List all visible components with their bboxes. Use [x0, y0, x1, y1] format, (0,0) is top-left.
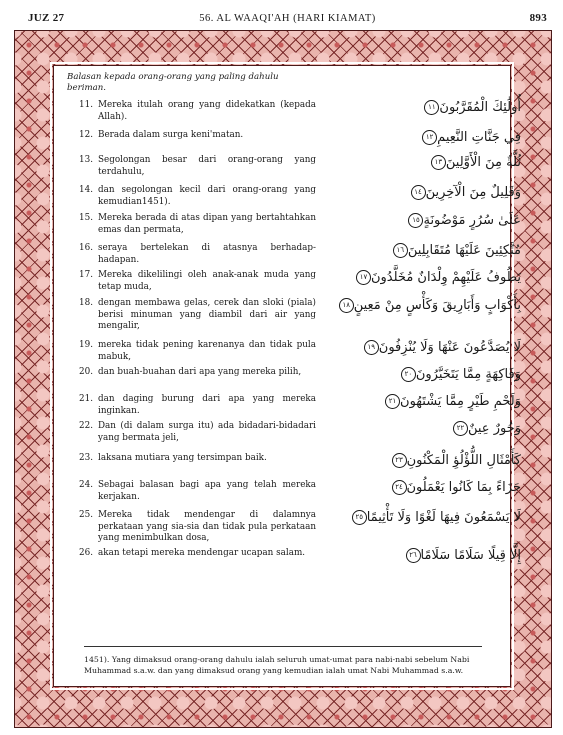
ayah-number-marker: ٢٢: [453, 421, 468, 436]
arabic-text: إِلَّا قِيلًا سَلَامًا سَلَامًا: [420, 548, 521, 563]
ayah-number-marker: ٢٣: [392, 453, 407, 468]
verse-arabic: [327, 510, 521, 526]
verse-translation: Dan (di dalam surga itu) ada bidadari-bidadari yang bermata jeli,: [98, 421, 316, 443]
arabic-text: وَقَلِيلٌ مِنَ الْآخِرِينَ: [425, 185, 521, 200]
verse-number: 15.: [79, 213, 93, 223]
arabic-text: مُتَّكِئِينَ عَلَيْهَا مُتَقَابِلِينَ: [407, 243, 521, 258]
verse-translation: Segolongan besar dari orang-orang yang terdahulu,: [98, 155, 316, 177]
ayah-number-marker: ١١: [424, 100, 439, 115]
verse-translation: Mereka dikelilingi oleh anak-anak muda yang tetap muda,: [98, 270, 316, 292]
verse-arabic: [327, 243, 521, 259]
arabic-text: بِأَكْوَابٍ وَأَبَارِيقَ وَكَأْسٍ مِنْ مَعِينٍ: [353, 298, 521, 313]
verse-number: 12.: [79, 130, 93, 140]
verse-number: 14.: [79, 185, 93, 195]
arabic-text: لَا يُصَدَّعُونَ عَنْهَا وَلَا يُنْزِفُونَ: [378, 340, 521, 355]
verse-arabic: [327, 298, 521, 314]
verse-translation: dan daging burung dari apa yang mereka inginkan.: [98, 394, 316, 416]
ayah-number-marker: ٢٦: [406, 548, 421, 563]
verse-translation: Berada dalam surga keni'matan.: [98, 130, 244, 140]
verse-number: 22.: [79, 421, 93, 431]
arabic-text: فِي جَنَّاتِ النَّعِيمِ: [437, 130, 521, 145]
arabic-text: كَأَمْثَالِ اللُّؤْلُؤِ الْمَكْنُونِ: [406, 453, 521, 468]
verse-number: 20.: [79, 367, 93, 377]
ayah-number-marker: ٢٥: [352, 510, 367, 525]
arabic-text: يَطُوفُ عَلَيْهِمْ وِلْدَانٌ مُخَلَّدُونَ: [370, 270, 521, 285]
ayah-number-marker: ١٧: [356, 270, 371, 285]
verse-number: 16.: [79, 243, 93, 253]
verse-translation: akan tetapi mereka mendengar ucapan salam.: [98, 548, 306, 558]
verse-number: 21.: [79, 394, 93, 404]
ayah-number-marker: ١٨: [339, 298, 354, 313]
verse-translation: laksana mutiara yang tersimpan baik.: [98, 453, 267, 463]
verse-translation: seraya bertelekan di atasnya berhadap-hadapan.: [98, 243, 316, 265]
verse-arabic: [327, 155, 521, 171]
verse-number: 17.: [79, 270, 93, 280]
verse-arabic: [327, 394, 521, 410]
verse-translation: Mereka tidak mendengar di dalamnya perkataan yang sia-sia dan tidak pula perkataan yang menimbulkan dosa,: [98, 510, 316, 543]
verse-arabic: [327, 185, 521, 201]
juz-label: JUZ 27: [28, 12, 65, 24]
verse-arabic: [327, 100, 521, 116]
page-number: 893: [529, 12, 547, 24]
footnote-divider: [84, 646, 482, 647]
verse-number: 13.: [79, 155, 93, 165]
ayah-number-marker: ٢١: [385, 394, 400, 409]
ayah-number-marker: ١٦: [393, 243, 408, 258]
arabic-text: جَزَاءً بِمَا كَانُوا يَعْمَلُونَ: [406, 480, 521, 495]
verse-number: 18.: [79, 298, 93, 308]
ayah-number-marker: ٢٤: [392, 480, 407, 495]
ayah-number-marker: ١٣: [431, 155, 446, 170]
ayah-number-marker: ١٩: [364, 340, 379, 355]
page-header: [28, 10, 547, 26]
verse-translation: dengan membawa gelas, cerek dan sloki (piala) berisi minuman yang diambil dari air yang mengalir,: [98, 298, 316, 331]
arabic-text: وَفَاكِهَةٍ مِمَّا يَتَخَيَّرُونَ: [415, 367, 521, 382]
verse-arabic: [327, 213, 521, 229]
arabic-text: أُولَٰئِكَ الْمُقَرَّبُونَ: [439, 100, 521, 115]
verse-arabic: [327, 480, 521, 496]
verse-arabic: [327, 421, 521, 437]
arabic-text: وَحُورٌ عِينٌ: [467, 421, 521, 436]
ayah-number-marker: ١٢: [422, 130, 437, 145]
surah-title: 56. AL WAAQI'AH (HARI KIAMAT): [199, 12, 376, 24]
verse-translation: Mereka berada di atas dipan yang bertahtahkan emas dan permata,: [98, 213, 316, 235]
footnote: 1451). Yang dimaksud orang-orang dahulu ialah seluruh umat-umat para nabi-nabi sebelum Nabi Muhammad s.a.w. dan yang dimaksud orang yang kemudian ialah umat Nabi Muhammad s.a.w.: [84, 655, 470, 675]
verse-translation: Mereka itulah orang yang didekatkan (kepada Allah).: [98, 100, 316, 122]
verse-arabic: [327, 130, 521, 146]
verse-translation: mereka tidak pening karenanya dan tidak pula mabuk,: [98, 340, 316, 362]
ayah-number-marker: ١٤: [411, 185, 426, 200]
ayah-number-marker: ٢٠: [401, 367, 416, 382]
verse-number: 23.: [79, 453, 93, 463]
verse-number: 25.: [79, 510, 93, 520]
arabic-text: عَلَىٰ سُرُرٍ مَوْضُونَةٍ: [423, 213, 521, 228]
verse-number: 24.: [79, 480, 93, 490]
ayah-number-marker: ١٥: [408, 213, 423, 228]
verse-number: 26.: [79, 548, 93, 558]
verse-arabic: [327, 270, 521, 286]
arabic-text: ثُلَّةٌ مِنَ الْأَوَّلِينَ: [445, 155, 521, 170]
verse-arabic: [327, 548, 521, 564]
verse-number: 11.: [79, 100, 93, 110]
verse-translation: dan buah-buahan dari apa yang mereka pilih,: [98, 367, 302, 377]
verse-arabic: [327, 340, 521, 356]
verse-arabic: [327, 453, 521, 469]
verse-translation: dan segolongan kecil dari orang-orang yang kemudian1451).: [98, 185, 316, 207]
arabic-text: لَا يَسْمَعُونَ فِيهَا لَغْوًا وَلَا تَأْثِيمًا: [366, 510, 521, 525]
arabic-text: وَلَحْمِ طَيْرٍ مِمَّا يَشْتَهُونَ: [400, 394, 521, 409]
verse-arabic: [327, 367, 521, 383]
section-intro: Balasan kepada orang-orang yang paling dahulu beriman.: [67, 72, 279, 93]
verse-translation: Sebagai balasan bagi apa yang telah mereka kerjakan.: [98, 480, 316, 502]
verse-number: 19.: [79, 340, 93, 350]
